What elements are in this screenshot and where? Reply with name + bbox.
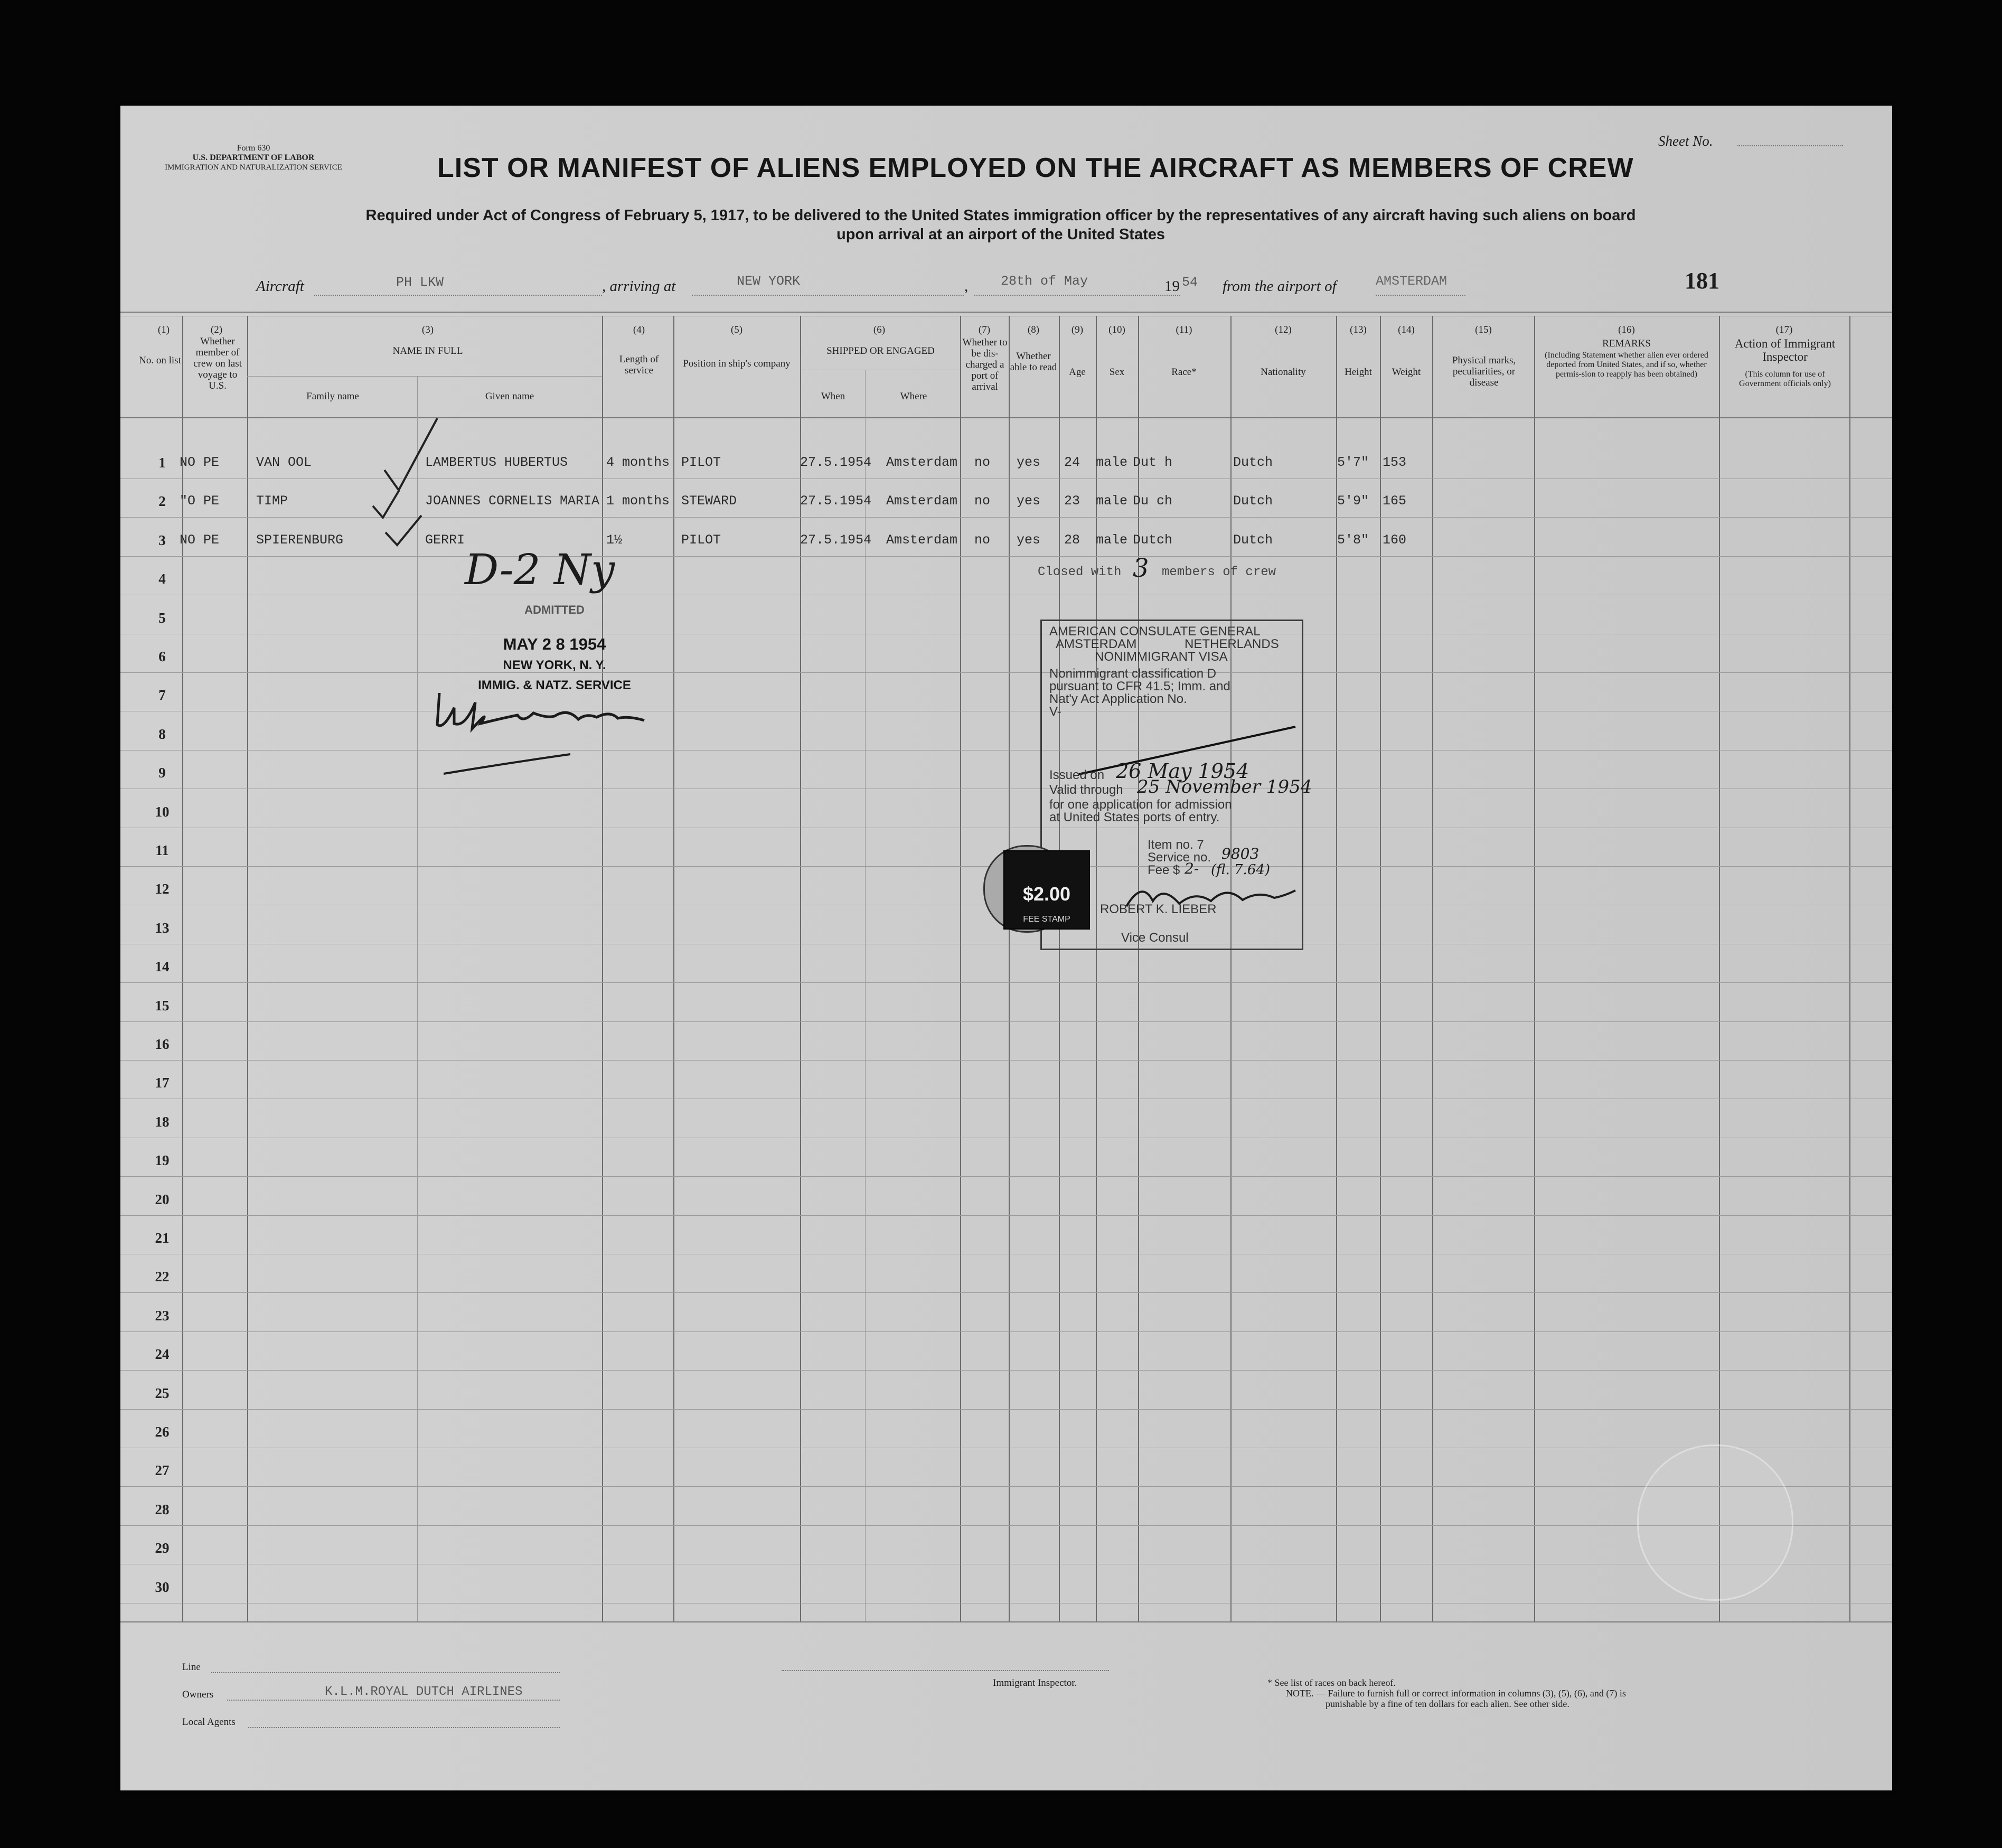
- col17-header: Action of Immigrant Inspector: [1734, 337, 1836, 363]
- year-prefix: 19: [1164, 278, 1180, 295]
- col12-num: (12): [1275, 324, 1292, 335]
- arriving-line: [692, 295, 964, 296]
- closed-note-suffix: members of crew: [1162, 565, 1276, 579]
- row-divider: [120, 1215, 1892, 1216]
- column-divider: [1009, 316, 1010, 1621]
- weight-cell: 153: [1383, 455, 1407, 470]
- visa-valid-date: 25 November 1954: [1137, 776, 1312, 798]
- sheet-number-line: [1737, 145, 1843, 146]
- visa-cfr: pursuant to CFR 41.5; Imm. and: [1049, 679, 1230, 693]
- length-of-service-cell: 4 months: [606, 455, 670, 470]
- nationality-cell: Dutch: [1233, 455, 1273, 470]
- column-divider: [1719, 316, 1720, 1621]
- embossed-seal: [1637, 1444, 1793, 1601]
- height-cell: 5'9": [1337, 493, 1369, 509]
- sheet-label: Sheet No.: [1658, 133, 1713, 149]
- column-divider: [673, 316, 674, 1621]
- discharged-cell: no: [974, 493, 991, 509]
- col15-num: (15): [1475, 324, 1492, 335]
- inspector-signature-line: [782, 1670, 1109, 1671]
- service-name: IMMIGRATION AND NATURALIZATION SERVICE: [165, 163, 342, 172]
- department-name: U.S. DEPARTMENT OF LABOR: [192, 153, 315, 162]
- col14-num: (14): [1398, 324, 1415, 335]
- row-number: 24: [155, 1346, 170, 1363]
- name-subdivider: [417, 376, 418, 1621]
- row-number: 21: [155, 1230, 170, 1246]
- race-cell: Du ch: [1133, 493, 1173, 509]
- column-divider: [1336, 316, 1337, 1621]
- from-value: AMSTERDAM: [1376, 274, 1448, 289]
- column-divider: [1138, 316, 1139, 1621]
- inspector-label: Immigrant Inspector.: [993, 1677, 1077, 1688]
- visa-ports-text: at United States ports of entry.: [1049, 810, 1220, 824]
- row-divider: [120, 1370, 1892, 1371]
- admitted-stamp-line: ADMITTED: [524, 603, 585, 616]
- family-name-cell: VAN OOL: [256, 455, 312, 470]
- able-to-read-cell: yes: [1017, 455, 1041, 470]
- row-number: 12: [155, 881, 170, 897]
- column-divider: [602, 316, 603, 1621]
- handwritten-code: D-2 Ny: [465, 545, 615, 594]
- consul-title: Vice Consul: [1121, 931, 1189, 945]
- col16-header: REMARKS: [1602, 338, 1651, 349]
- position-cell: STEWARD: [681, 493, 737, 509]
- col17-num: (17): [1775, 324, 1793, 335]
- column-divider: [1534, 316, 1535, 1621]
- visa-city: AMSTERDAM: [1056, 637, 1137, 651]
- row-number: 18: [155, 1113, 170, 1130]
- row-divider: [120, 750, 1892, 751]
- binder-hole: [104, 1574, 123, 1603]
- col4-num: (4): [633, 324, 645, 335]
- col13-num: (13): [1350, 324, 1367, 335]
- col10-header: Sex: [1109, 367, 1125, 378]
- row-number: 10: [155, 803, 170, 820]
- visa-type: NONIMMIGRANT VISA: [1095, 650, 1228, 664]
- visa-issued-label: Issued on: [1049, 768, 1105, 782]
- arriving-label: , arriving at: [602, 278, 676, 295]
- row-number: 29: [155, 1540, 170, 1556]
- col17-subheader: (This column for use of Government officials only): [1739, 370, 1831, 388]
- sex-cell: male: [1096, 493, 1128, 509]
- admitted-stamp-service: IMMIG. & NATZ. SERVICE: [478, 678, 631, 692]
- visa-country: NETHERLANDS: [1185, 637, 1279, 651]
- nationality-cell: Dutch: [1233, 493, 1273, 509]
- shipped-when-cell: 27.5.1954: [800, 532, 872, 548]
- row-number: 17: [155, 1075, 170, 1091]
- binder-hole: [104, 1077, 123, 1107]
- row-number: 8: [158, 726, 166, 742]
- col11-num: (11): [1176, 324, 1192, 335]
- age-cell: 23: [1064, 493, 1080, 509]
- family-name-cell: TIMP: [256, 493, 288, 509]
- last-voyage-cell: "O PE: [180, 493, 220, 509]
- binder-hole: [104, 285, 123, 315]
- visa-service-label: Service no.: [1148, 850, 1211, 865]
- row-number: 16: [155, 1036, 170, 1052]
- owners-label: Owners: [182, 1689, 214, 1700]
- sex-cell: male: [1096, 532, 1128, 548]
- row-number: 26: [155, 1424, 170, 1440]
- row-divider: [120, 1021, 1892, 1022]
- col2-header: Whether member of crew on last voyage to U.S.: [193, 336, 242, 391]
- given-name-cell: GERRI: [425, 532, 465, 548]
- col3-num: (3): [421, 324, 434, 335]
- fee-stamp-label: FEE STAMP: [1023, 915, 1070, 924]
- visa-application: Nat'y Act Application No.: [1049, 692, 1187, 706]
- col8-header: Whether able to read: [1010, 351, 1057, 373]
- col4-header: Length of service: [619, 354, 659, 376]
- race-cell: Dut h: [1133, 455, 1173, 470]
- closed-count: 3: [1133, 554, 1149, 583]
- row-number: 11: [155, 842, 169, 858]
- column-divider: [1380, 316, 1381, 1621]
- year-suffix: 54: [1182, 275, 1198, 290]
- column-divider: [1432, 316, 1433, 1621]
- form-subtitle: Required under Act of Congress of February 5, 1917, to be delivered to the United States immigration officer by the representatives of any aircraft having such aliens on board: [365, 207, 1636, 224]
- row-divider: [120, 556, 1892, 557]
- column-divider: [182, 316, 183, 1621]
- admitted-stamp-date: MAY 2 8 1954: [503, 635, 606, 653]
- owners-field: [227, 1700, 560, 1701]
- row-divider: [120, 1060, 1892, 1061]
- col5-header: Position in ship's company: [683, 358, 791, 369]
- able-to-read-cell: yes: [1017, 493, 1041, 509]
- column-divider: [1059, 316, 1060, 1621]
- col6-num: (6): [873, 324, 886, 335]
- form-number: Form 630: [237, 144, 270, 153]
- races-note: * See list of races on back hereof.: [1267, 1677, 1396, 1688]
- from-label: from the airport of: [1223, 278, 1337, 295]
- col6a-header: When: [821, 391, 845, 402]
- position-cell: PILOT: [681, 532, 721, 548]
- table-top-border: [120, 312, 1892, 313]
- row-number: 7: [158, 687, 166, 703]
- row-divider: [120, 1525, 1892, 1526]
- page-number: 181: [1685, 268, 1719, 294]
- col11-header: Race*: [1171, 367, 1197, 378]
- visa-fee-fl: (fl. 7.64): [1211, 862, 1271, 878]
- row-number: 19: [155, 1152, 170, 1169]
- col3-header: NAME IN FULL: [392, 345, 463, 357]
- column-divider: [1230, 316, 1232, 1621]
- sex-cell: male: [1096, 455, 1128, 470]
- table-bottom-border: [120, 1621, 1892, 1622]
- inspector-signature: [428, 687, 692, 782]
- owners-value: K.L.M.ROYAL DUTCH AIRLINES: [325, 1685, 523, 1699]
- column-divider: [1849, 316, 1850, 1621]
- discharged-cell: no: [974, 532, 991, 548]
- col6-header: SHIPPED OR ENGAGED: [826, 345, 935, 357]
- date-value: 28th of May: [1001, 274, 1088, 289]
- col1-num: (1): [157, 324, 170, 335]
- line-field: [211, 1672, 560, 1673]
- fee-stamp-value: $2.00: [1022, 883, 1071, 905]
- form-subtitle-2: upon arrival at an airport of the United States: [836, 226, 1165, 243]
- row-divider: [120, 1176, 1892, 1177]
- row-number: 14: [155, 959, 170, 975]
- col10-num: (10): [1108, 324, 1125, 335]
- visa-v: V-: [1049, 705, 1061, 719]
- visa-issued-date: 26 May 1954: [1116, 759, 1249, 783]
- family-name-cell: SPIERENBURG: [256, 532, 344, 548]
- visa-service-no: 9803: [1221, 845, 1260, 862]
- aircraft-label: Aircraft: [256, 278, 304, 295]
- col1-header: No. on list: [139, 355, 181, 366]
- row-number: 13: [155, 920, 170, 936]
- shipped-when-cell: 27.5.1954: [800, 493, 872, 509]
- position-cell: PILOT: [681, 455, 721, 470]
- arriving-value: NEW YORK: [737, 274, 801, 289]
- line-label: Line: [182, 1662, 201, 1673]
- col3b-header: Given name: [485, 391, 534, 402]
- last-voyage-cell: NO PE: [180, 532, 220, 548]
- discharged-cell: no: [974, 455, 991, 470]
- shipped-subdivider: [865, 370, 866, 1621]
- col7-num: (7): [978, 324, 991, 335]
- col14-header: Weight: [1392, 367, 1421, 378]
- col5-num: (5): [730, 324, 743, 335]
- weight-cell: 165: [1383, 493, 1407, 509]
- visa-classification: Nonimmigrant classification D: [1049, 667, 1217, 681]
- given-name-cell: LAMBERTUS HUBERTUS: [425, 455, 568, 470]
- page-title: LIST OR MANIFEST OF ALIENS EMPLOYED ON THE AIRCRAFT AS MEMBERS OF CREW: [437, 153, 1634, 183]
- col6b-header: Where: [900, 391, 927, 402]
- visa-fee-value: 2-: [1185, 860, 1199, 877]
- aircraft-value: PH LKW: [396, 275, 444, 290]
- row-number: 22: [155, 1269, 170, 1285]
- row-number: 27: [155, 1462, 170, 1479]
- agents-field: [248, 1727, 560, 1728]
- col12-header: Nationality: [1261, 367, 1306, 378]
- visa-item-no: Item no. 7: [1148, 838, 1204, 852]
- nationality-cell: Dutch: [1233, 532, 1273, 548]
- col9-header: Age: [1069, 367, 1086, 378]
- fee-stamp: [1003, 850, 1090, 930]
- check-marks: [370, 412, 444, 549]
- row-number: 3: [158, 532, 166, 548]
- fine-note-1: NOTE. — Failure to furnish full or correct information in columns (3), (5), (6), and (7) is: [1286, 1688, 1626, 1699]
- col15-header: Physical marks, peculiarities, or disease: [1452, 355, 1516, 388]
- shipped-when-cell: 27.5.1954: [800, 455, 872, 470]
- col7-header: Whether to be dis-charged a port of arrival: [962, 337, 1008, 392]
- aircraft-line: [314, 295, 602, 296]
- visa-valid-label: Valid through: [1049, 783, 1123, 797]
- comma: ,: [964, 278, 969, 295]
- consul-name: ROBERT K. LIEBER: [1100, 902, 1217, 916]
- row-number: 30: [155, 1579, 170, 1595]
- row-number: 23: [155, 1307, 170, 1324]
- row-divider: [120, 672, 1892, 673]
- row-number: 1: [158, 455, 166, 471]
- height-cell: 5'7": [1337, 455, 1369, 470]
- visa-consulate: AMERICAN CONSULATE GENERAL: [1049, 624, 1261, 639]
- col13-header: Height: [1345, 367, 1372, 378]
- height-cell: 5'8": [1337, 532, 1369, 548]
- row-divider: [120, 1486, 1892, 1487]
- row-number: 15: [155, 997, 170, 1014]
- name-subheader-line: [247, 376, 602, 377]
- row-number: 28: [155, 1501, 170, 1517]
- age-cell: 28: [1064, 532, 1080, 548]
- shipped-where-cell: Amsterdam: [886, 493, 958, 509]
- last-voyage-cell: NO PE: [180, 455, 220, 470]
- admitted-stamp-city: NEW YORK, N. Y.: [503, 658, 606, 672]
- binder-hole: [104, 1162, 123, 1192]
- col16-subheader: (Including Statement whether alien ever ordered deported from United States, and if so, whether permis-sion to reapply has been obtained): [1545, 351, 1708, 379]
- binder-hole: [104, 621, 123, 650]
- column-divider: [247, 316, 248, 1621]
- binder-hole: [104, 1246, 123, 1276]
- race-cell: Dutch: [1133, 532, 1173, 548]
- column-divider: [960, 316, 961, 1621]
- able-to-read-cell: yes: [1017, 532, 1041, 548]
- row-number: 2: [158, 493, 166, 510]
- shipped-where-cell: Amsterdam: [886, 532, 958, 548]
- shipped-where-cell: Amsterdam: [886, 455, 958, 470]
- age-cell: 24: [1064, 455, 1080, 470]
- fine-note-2: punishable by a fine of ten dollars for each alien. See other side.: [1326, 1699, 1569, 1709]
- agents-label: Local Agents: [182, 1716, 236, 1728]
- row-divider: [120, 1331, 1892, 1332]
- row-divider: [120, 982, 1892, 983]
- row-number: 6: [158, 649, 166, 664]
- col8-num: (8): [1027, 324, 1040, 335]
- column-divider: [1096, 316, 1097, 1621]
- from-line: [1376, 295, 1465, 296]
- column-divider: [800, 316, 801, 1621]
- length-of-service-cell: 1 months: [606, 493, 670, 509]
- row-number: 4: [158, 571, 166, 587]
- col9-num: (9): [1071, 324, 1084, 335]
- row-number: 25: [155, 1385, 170, 1401]
- row-number: 20: [155, 1191, 170, 1207]
- closed-note-prefix: Closed with: [1038, 565, 1122, 579]
- col3a-header: Family name: [306, 391, 359, 402]
- col2-num: (2): [210, 324, 223, 335]
- row-number: 9: [158, 765, 166, 781]
- row-divider: [120, 1292, 1892, 1293]
- visa-admission-text: for one application for admission: [1049, 798, 1232, 812]
- row-divider: [120, 1409, 1892, 1410]
- visa-fee-label: Fee $: [1148, 863, 1180, 877]
- weight-cell: 160: [1383, 532, 1407, 548]
- given-name-cell: JOANNES CORNELIS MARIA: [425, 493, 600, 509]
- col16-num: (16): [1618, 324, 1635, 335]
- row-number: 5: [158, 609, 166, 626]
- date-line: [974, 295, 1180, 296]
- length-of-service-cell: 1½: [606, 532, 623, 548]
